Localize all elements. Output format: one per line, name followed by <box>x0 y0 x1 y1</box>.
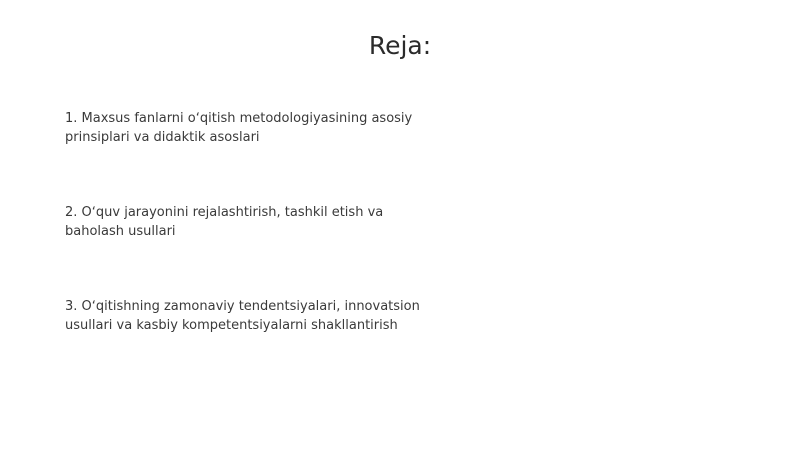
agenda-item-2-line-2: baholash usullari <box>65 224 176 239</box>
agenda-item-2-line-1: 2. Oʻquv jarayonini rejalashtirish, tashkil etish va <box>65 205 384 220</box>
agenda-item-1-line-1: 1. Maxsus fanlarni oʻqitish metodologiyasining asosiy <box>65 111 413 126</box>
agenda-item-3 <box>65 297 425 335</box>
agenda-item-3-line-1: 3. Oʻqitishning zamonaviy tendentsiyalari, innovatsion <box>65 299 420 314</box>
agenda-item-1 <box>65 109 425 147</box>
agenda-item-1-line-2: prinsiplari va didaktik asoslari <box>65 130 260 145</box>
slide-title: Reja: <box>368 31 432 60</box>
agenda-item-2 <box>65 203 425 241</box>
agenda-item-3-line-2: usullari va kasbiy kompetentsiyalarni shakllantirish <box>65 318 398 333</box>
